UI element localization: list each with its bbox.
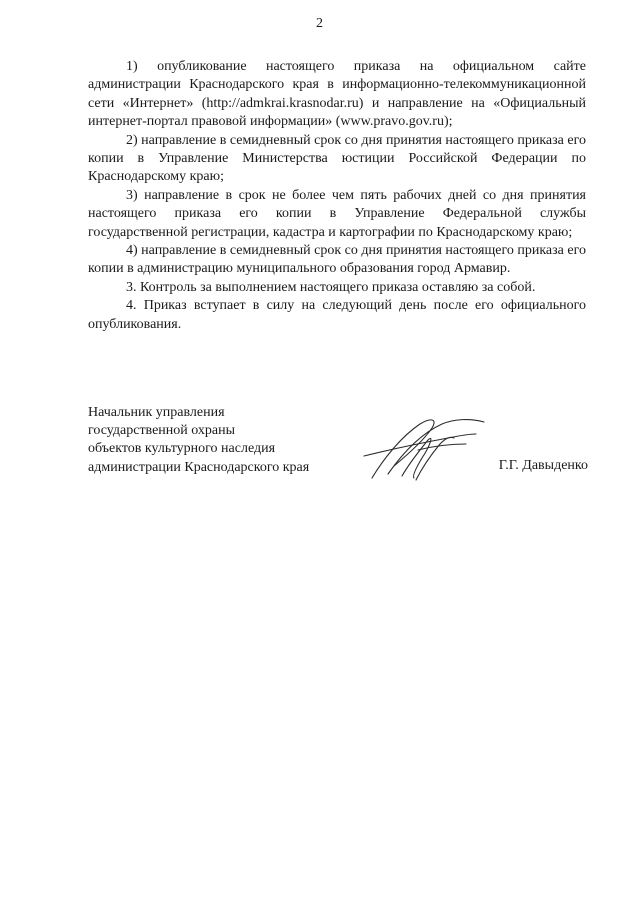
paragraph-effective-date: 4. Приказ вступает в силу на следующий день после его официального опубликования. xyxy=(88,298,586,332)
paragraph-item-2: 2) направление в семидневный срок со дня принятия настоящего приказа его копии в Управление Министерства юстиции Российской Федерации по Краснодарскому краю; xyxy=(88,132,586,185)
signatory-title xyxy=(88,404,309,477)
paragraph-item-3: 3) направление в срок не более чем пять рабочих дней со дня принятия настоящего приказа его копии в Управление Федеральной службы государственной регистрации, кадастра и картографии по Краснодарскому краю; xyxy=(88,187,586,240)
document-body xyxy=(88,58,586,334)
paragraph-item-1: 1) опубликование настоящего приказа на официальном сайте администрации Краснодарского края в информационно-телекоммуникационной сети «Интернет» (http://admkrai.krasnodar.ru) и направление на «Официальный интернет-портал правовой информации» (www.pravo.gov.ru); xyxy=(88,59,586,130)
signatory-name: Г.Г. Давыденко xyxy=(498,458,588,473)
signature-block xyxy=(88,404,588,484)
signatory-title-line: Начальник управления xyxy=(88,405,225,420)
signatory-title-line: администрации Краснодарского края xyxy=(88,459,310,475)
signatory-title-line: объектов культурного наследия xyxy=(88,441,276,457)
signatory-title-line: государственной охраны xyxy=(88,423,236,439)
paragraph-control: 3. Контроль за выполнением настоящего приказа оставляю за собой. xyxy=(126,279,536,295)
handwritten-signature-icon xyxy=(358,414,488,484)
paragraph-item-4: 4) направление в семидневный срок со дня принятия настоящего приказа его копии в администрацию муниципального образования город Армавир. xyxy=(88,243,586,277)
page-number: 2 xyxy=(316,16,323,31)
